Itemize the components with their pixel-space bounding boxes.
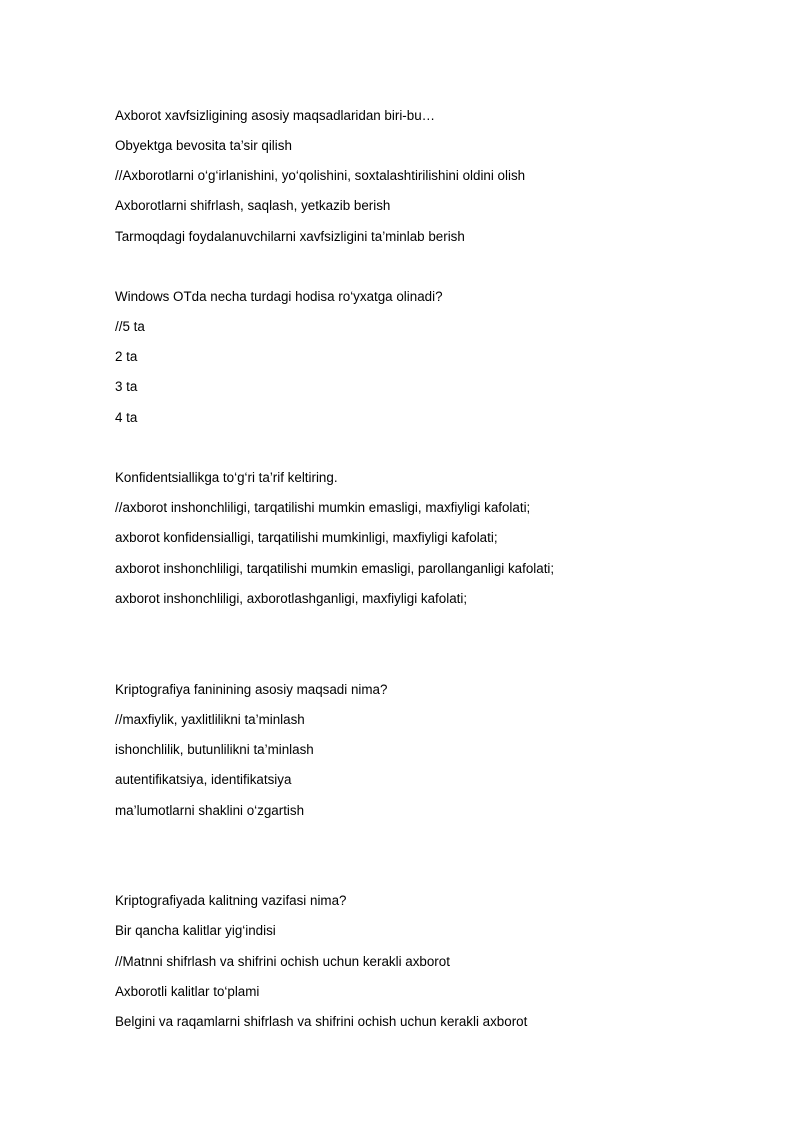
question-4-option-4: ma’lumotlarni shaklini o‘zgartish: [115, 803, 305, 818]
question-3-option-3: axborot inshonchliligi, tarqatilishi mumkin emasligi, parollanganligi kafolati;: [115, 561, 555, 576]
question-3-option-4: axborot inshonchliligi, axborotlashganligi, maxfiyligi kafolati;: [115, 591, 468, 606]
question-5-option-3: Axborotli kalitlar to‘plami: [115, 984, 260, 999]
question-1-text: Axborot xavfsizligining asosiy maqsadlaridan biri-bu…: [115, 108, 436, 123]
question-3-option-1: //axborot inshonchliligi, tarqatilishi mumkin emasligi, maxfiyligi kafolati;: [115, 500, 531, 515]
question-2-option-2: 2 ta: [115, 349, 138, 364]
question-2-option-3: 3 ta: [115, 379, 138, 394]
question-1-option-1: Obyektga bevosita ta’sir qilish: [115, 138, 292, 153]
question-3-text: Konfidentsiallikga to‘g‘ri ta’rif keltiring.: [115, 470, 338, 485]
question-4-option-1: //maxfiylik, yaxlitlilikni ta’minlash: [115, 712, 305, 727]
question-5-option-1: Bir qancha kalitlar yig‘indisi: [115, 923, 276, 938]
question-1-option-2: //Axborotlarni o‘g‘irlanishini, yo‘qolishini, soxtalashtirilishini oldini olish: [115, 168, 526, 183]
question-5-option-2: //Matnni shifrlash va shifrini ochish uchun kerakli axborot: [115, 954, 450, 969]
question-2-option-4: 4 ta: [115, 410, 138, 425]
question-3-option-2: axborot konfidensialligi, tarqatilishi mumkinligi, maxfiyligi kafolati;: [115, 530, 498, 545]
question-1-option-4: Tarmoqdagi foydalanuvchilarni xavfsizligini ta’minlab berish: [115, 229, 465, 244]
question-1-option-3: Axborotlarni shifrlash, saqlash, yetkazib berish: [115, 198, 391, 213]
question-2-text: Windows OTda necha turdagi hodisa ro‘yxatga olinadi?: [115, 289, 443, 304]
question-2-option-1: //5 ta: [115, 319, 145, 334]
question-5-text: Kriptografiyada kalitning vazifasi nima?: [115, 893, 347, 908]
question-4-option-2: ishonchlilik, butunlilikni ta’minlash: [115, 742, 314, 757]
question-5-option-4: Belgini va raqamlarni shifrlash va shifrini ochish uchun kerakli axborot: [115, 1014, 528, 1029]
question-4-option-3: autentifikatsiya, identifikatsiya: [115, 772, 292, 787]
question-4-text: Kriptografiya faninining asosiy maqsadi nima?: [115, 682, 388, 697]
